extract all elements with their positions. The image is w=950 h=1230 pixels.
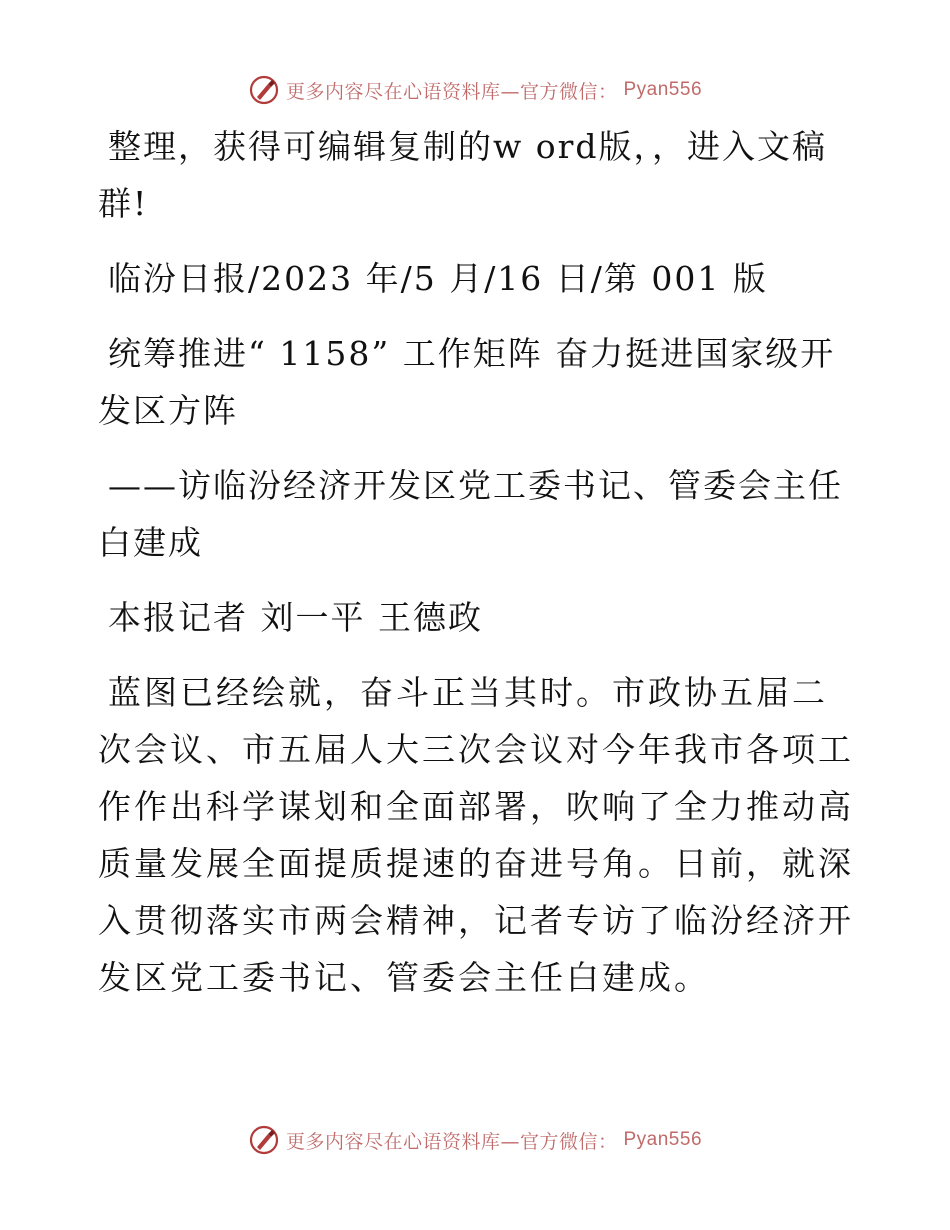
- footer-watermark: [0, 1124, 950, 1156]
- body-paragraph: 蓝图已经绘就，奋斗正当其时。市政协五届二次会议、市五届人大三次会议对今年我市各项工作作出科学谋划和全面部署，吹响了全力推动高质量发展全面提质提速的奋进号角。日前，就深入贯彻落实市两会精神，记者专访了临汾经济开发区党工委书记、管委会主任白建成。: [98, 673, 854, 997]
- article-title: 统筹推进“ 1158” 工作矩阵 奋力挺进国家级开发区方阵: [98, 334, 836, 430]
- intro-note: 整理，获得可编辑复制的w ord版，，进入文稿群!: [98, 127, 828, 223]
- pen-logo-icon: [248, 1124, 280, 1156]
- watermark-text: 更多内容尽在心语资料库—官方微信：: [285, 80, 618, 103]
- source-line: 临汾日报/2023 年/5 月/16 日/第 001 版: [108, 259, 768, 298]
- watermark-id: Pyan556: [623, 1129, 703, 1150]
- header-watermark: [0, 74, 950, 106]
- watermark-text: 更多内容尽在心语资料库—官方微信：: [285, 1130, 618, 1153]
- watermark-id: Pyan556: [623, 79, 703, 100]
- pen-logo-icon: [248, 74, 280, 106]
- article-subtitle: ——访临汾经济开发区党工委书记、管委会主任白建成: [98, 466, 843, 562]
- byline: 本报记者 刘一平 王德政: [108, 598, 483, 637]
- document-body: [98, 118, 858, 1024]
